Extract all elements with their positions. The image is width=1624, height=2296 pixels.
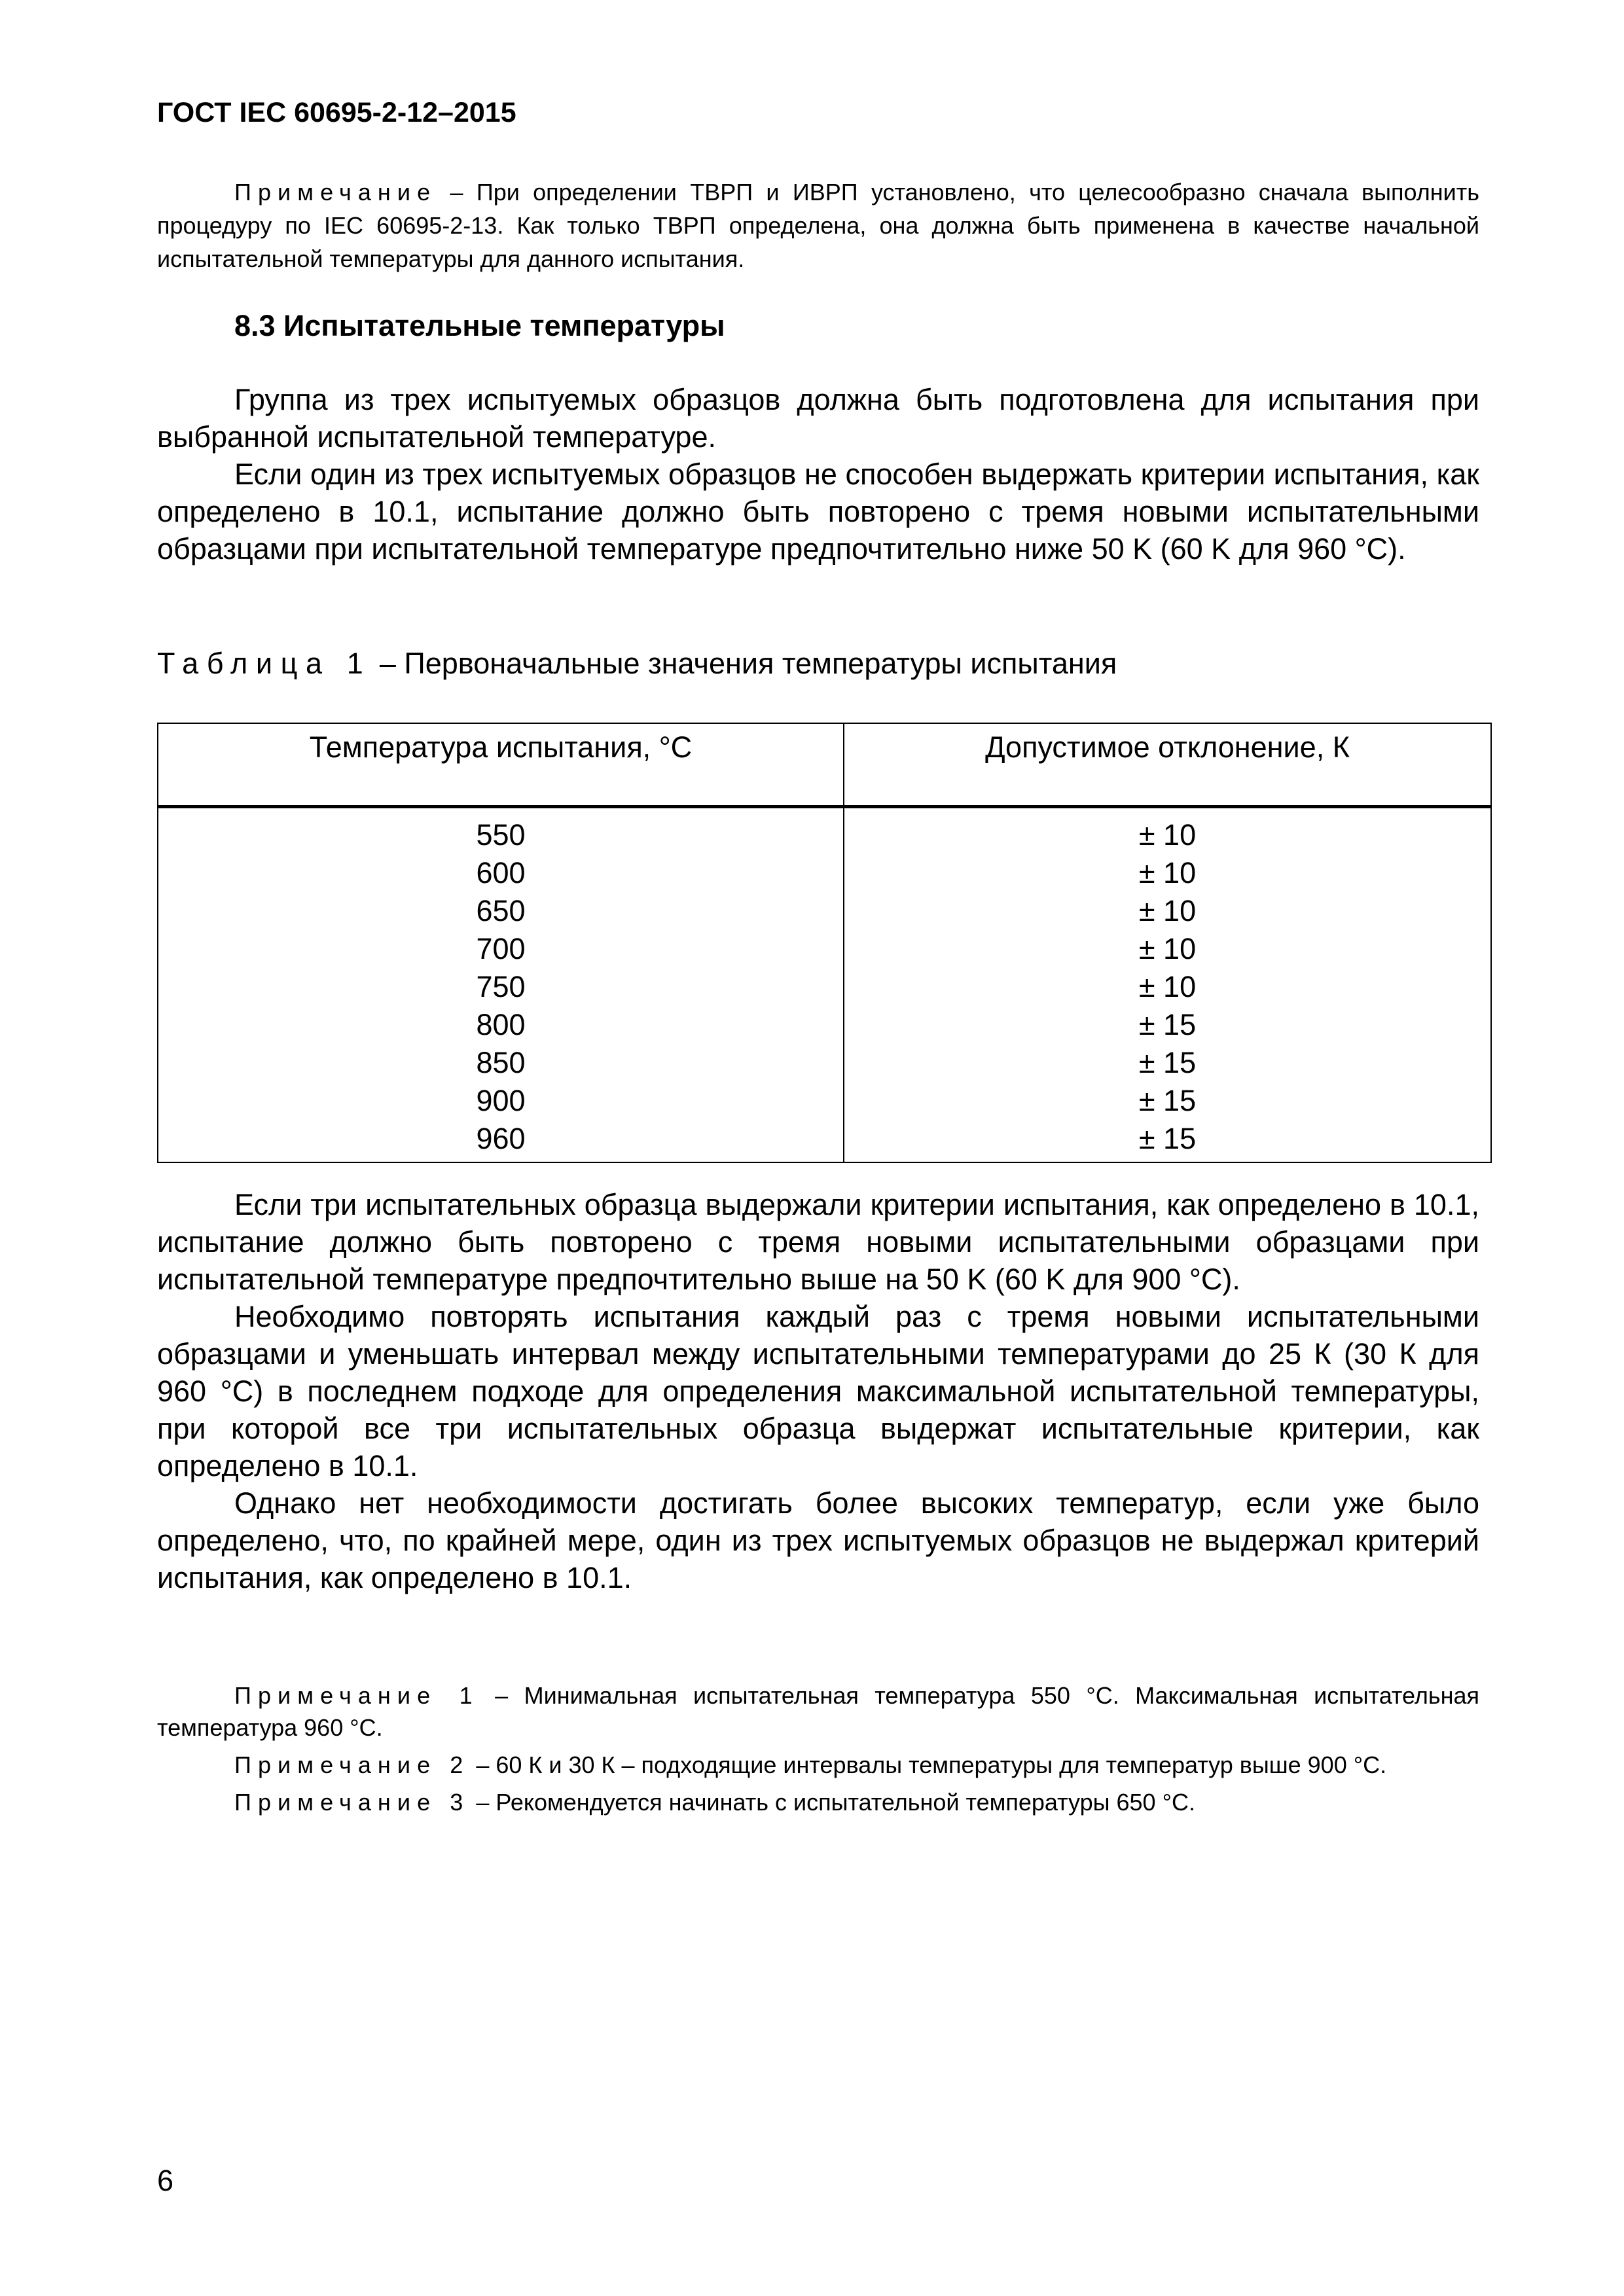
table-caption xyxy=(157,647,1117,681)
temperature-cell xyxy=(158,807,844,1163)
note xyxy=(157,1679,1479,1744)
temperature-table xyxy=(157,723,1492,1163)
note xyxy=(157,1786,1479,1818)
tolerance-value: ± 15 xyxy=(1138,1008,1197,1041)
note-text: – Минимальная испытательная температура 550 °С. Максимальная испытательная температура 960 °С. xyxy=(157,1682,1480,1741)
paragraph: Однако нет необходимости достигать более высоких температур, если уже было определено, что, по крайней мере, один из трех испытуемых образцов не выдержал критерий испытания, как определено в 10.1. xyxy=(157,1486,1479,1594)
tolerance-cell xyxy=(844,807,1491,1163)
column-header-temperature: Температура испытания, °С xyxy=(158,723,844,807)
table-header-row xyxy=(158,723,1491,807)
tolerance-value: ± 10 xyxy=(1138,932,1197,965)
temperature-value: 960 xyxy=(476,1122,526,1155)
note-label: Примечание xyxy=(234,179,437,206)
paragraph: Если один из трех испытуемых образцов не способен выдержать критерии испытания, как определено в 10.1, испытание должно быть повторено с тремя новыми испытательными образцами при испытательной температуре предпочтительно ниже 50 K (60 K для 960 °С). xyxy=(157,457,1479,565)
note-text: – 60 К и 30 К – подходящие интервалы температуры для температур выше 900 °С. xyxy=(469,1751,1387,1778)
note-label: Примечание 2 xyxy=(234,1751,470,1778)
tolerance-value: ± 15 xyxy=(1138,1084,1197,1117)
temperature-value: 600 xyxy=(476,856,526,889)
note-label: Примечание 1 xyxy=(234,1682,479,1709)
paragraph: Если три испытательных образца выдержали критерии испытания, как определено в 10.1, испытание должно быть повторено с тремя новыми испытательными образцами при испытательной температуре предпочтительно выше на 50 K (60 K для 900 °С). xyxy=(157,1188,1479,1296)
column-header-tolerance: Допустимое отклонение, К xyxy=(844,723,1491,807)
body-block-1 xyxy=(157,381,1479,567)
table-row xyxy=(158,807,1491,1163)
page-number: 6 xyxy=(157,2164,174,2197)
temperature-value: 550 xyxy=(476,818,526,852)
paragraph: Необходимо повторять испытания каждый раз с тремя новыми испытательными образцами и уменьшать интервал между испытательными температурами до 25 К (30 К для 960 °С) в последнем подходе для определения максимальной испытательной температуры, при которой все три испытательных образца выдержат испытательные критерии, как определено в 10.1. xyxy=(157,1300,1479,1482)
note-text: – При определении ТВРП и ИВРП установлено, что целесообразно сначала выполнить процедуру по IEC 60695-2-13. Как только ТВРП определена, она должна быть применена в качестве начальной испытательной температуры для данного испытания. xyxy=(157,179,1479,272)
tolerance-value: ± 15 xyxy=(1138,1122,1197,1155)
note-text: – Рекомендуется начинать с испытательной температуры 650 °С. xyxy=(469,1789,1195,1816)
top-note xyxy=(157,175,1479,276)
temperature-value: 700 xyxy=(476,932,526,965)
body-block-2 xyxy=(157,1186,1479,1596)
tolerance-value: ± 15 xyxy=(1138,1046,1197,1079)
table-caption-label: Таблица 1 xyxy=(157,647,372,680)
note-label: Примечание 3 xyxy=(234,1789,470,1816)
temperature-value: 850 xyxy=(476,1046,526,1079)
tolerance-value: ± 10 xyxy=(1138,856,1197,889)
tolerance-value: ± 10 xyxy=(1138,894,1197,927)
temperature-value: 750 xyxy=(476,970,526,1003)
tolerance-value: ± 10 xyxy=(1138,818,1197,852)
note xyxy=(157,1749,1479,1781)
temperature-value: 800 xyxy=(476,1008,526,1041)
temperature-value: 650 xyxy=(476,894,526,927)
document-header: ГОСТ IEC 60695-2-12–2015 xyxy=(157,97,516,128)
temperature-value: 900 xyxy=(476,1084,526,1117)
notes-block xyxy=(157,1679,1479,1823)
section-title: 8.3 Испытательные температуры xyxy=(234,309,725,342)
table-caption-text: – Первоначальные значения температуры испытания xyxy=(371,647,1117,680)
paragraph: Группа из трех испытуемых образцов должна быть подготовлена для испытания при выбранной испытательной температуре. xyxy=(157,383,1479,454)
tolerance-value: ± 10 xyxy=(1138,970,1197,1003)
